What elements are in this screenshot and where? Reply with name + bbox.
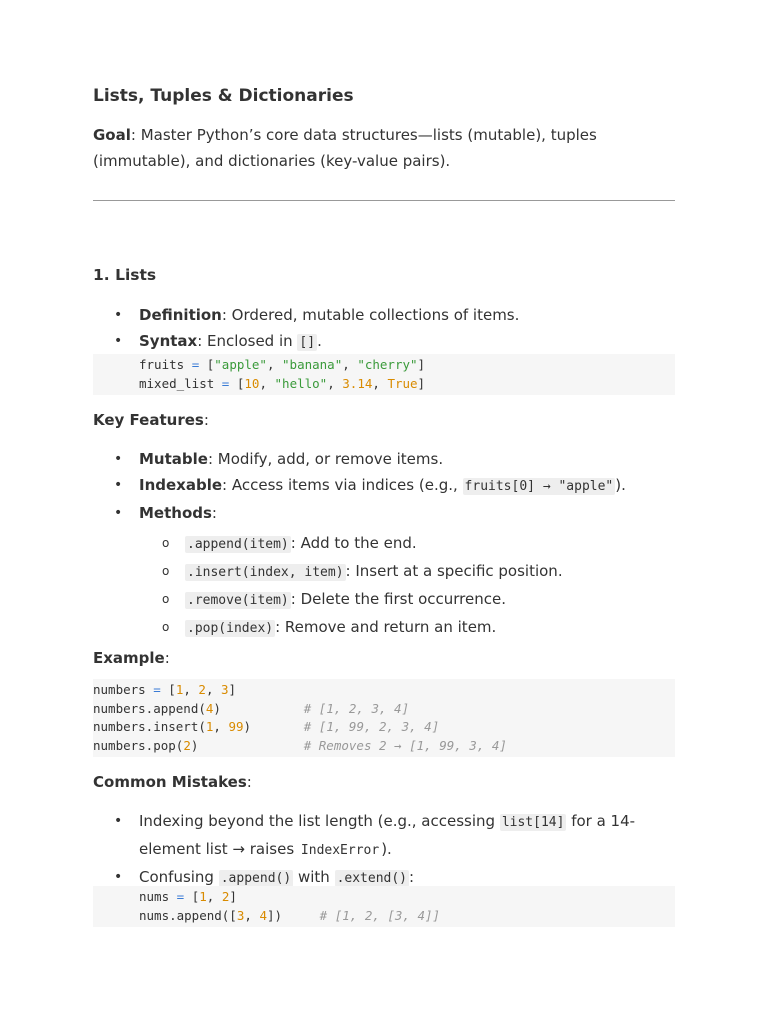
definition-text: : Ordered, mutable collections of items. xyxy=(221,306,520,324)
code-token: numbers.insert( xyxy=(93,719,206,734)
methods-label: Methods xyxy=(139,504,212,522)
code-token: , xyxy=(205,682,221,697)
code-token: 2 xyxy=(198,682,206,697)
syntax-text: : Enclosed in xyxy=(197,332,298,350)
goal-paragraph xyxy=(93,122,675,174)
heading-colon: : xyxy=(164,649,170,667)
inline-code: .remove(item) xyxy=(187,593,289,608)
code-token: 99 xyxy=(228,719,244,734)
heading-colon: : xyxy=(246,773,252,791)
code-token: numbers.pop( xyxy=(93,737,184,753)
code-token: , xyxy=(183,682,199,697)
code-token: 1 xyxy=(205,719,214,734)
code-token: 2 xyxy=(221,889,230,904)
indexable-text-end: ). xyxy=(615,476,626,494)
code-comment: # [1, 2, 3, 4] xyxy=(303,700,410,716)
code-space xyxy=(198,738,303,753)
indexable-text: : Access items via indices (e.g., xyxy=(222,476,463,494)
code-token: [ xyxy=(206,357,215,372)
code-token: ] xyxy=(228,682,237,697)
syntax-text-end: . xyxy=(317,332,322,350)
code-token: ] xyxy=(417,357,426,372)
code-space xyxy=(282,908,320,923)
sublist-item xyxy=(139,614,675,642)
section-divider xyxy=(93,200,675,201)
method-description: : Remove and return an item. xyxy=(275,618,497,636)
code-token: , xyxy=(327,375,343,391)
code-token: 10 xyxy=(244,375,260,391)
code-token: numbers.append( xyxy=(93,700,206,716)
indexable-label: Indexable xyxy=(139,476,223,494)
code-token: nums.append([ xyxy=(139,907,237,923)
code-token: [ xyxy=(184,889,200,904)
code-token: "hello" xyxy=(274,375,328,391)
section-heading-lists: 1. Lists xyxy=(93,266,157,284)
inline-code: .append(item) xyxy=(187,537,289,552)
code-token: 4 xyxy=(205,700,214,716)
goal-label: Goal xyxy=(93,126,131,144)
list-item xyxy=(93,472,675,500)
code-token: "apple" xyxy=(214,357,267,372)
code-token: = xyxy=(176,889,185,904)
code-token: nums xyxy=(139,889,177,904)
inline-code: .append() xyxy=(220,871,292,886)
code-token: fruits xyxy=(139,357,185,372)
code-token: , xyxy=(342,357,358,372)
mutable-text: : Modify, add, or remove items. xyxy=(207,450,444,468)
mistake-text: Indexing beyond the list length (e.g., accessing xyxy=(139,812,500,830)
common-mistakes-heading xyxy=(93,773,252,791)
common-mistakes-label: Common Mistakes xyxy=(93,773,247,791)
inline-code: .extend() xyxy=(336,871,408,886)
code-token: ) xyxy=(213,700,221,716)
code-token: 3.14 xyxy=(342,375,373,391)
method-description: : Add to the end. xyxy=(290,534,417,552)
code-token: mixed_list xyxy=(139,375,215,391)
sublist-item xyxy=(139,530,675,558)
code-token: = xyxy=(153,682,161,697)
inline-code: [] xyxy=(299,335,316,350)
key-features-list xyxy=(93,446,675,642)
code-token: , xyxy=(206,889,222,904)
code-token: = xyxy=(221,375,230,391)
code-token: numbers xyxy=(93,682,154,697)
syntax-code-block xyxy=(93,354,675,395)
mistake-text: Confusing xyxy=(139,868,219,886)
list-item xyxy=(93,500,675,642)
sublist-item xyxy=(139,558,675,586)
code-token: 3 xyxy=(221,682,229,697)
code-token: ) xyxy=(243,719,252,734)
code-token: 1 xyxy=(175,682,184,697)
code-space xyxy=(221,701,304,716)
inline-code: IndexError xyxy=(300,843,380,858)
inline-code: .insert(index, item) xyxy=(187,565,344,580)
code-token: 1 xyxy=(199,889,207,904)
code-space xyxy=(251,719,304,734)
code-token: , xyxy=(266,357,283,372)
heading-colon: : xyxy=(211,504,217,522)
code-token: 3 xyxy=(236,907,245,923)
code-token: ] xyxy=(229,889,237,904)
example-code-block xyxy=(93,679,675,757)
code-token: "cherry" xyxy=(357,357,418,372)
common-mistakes-list xyxy=(93,808,675,892)
list-item xyxy=(93,808,675,864)
key-features-label: Key Features xyxy=(93,411,204,429)
code-token: [ xyxy=(160,682,176,697)
inline-code: list[14] xyxy=(501,815,565,830)
syntax-label: Syntax xyxy=(139,332,198,350)
key-features-heading xyxy=(93,411,209,429)
code-comment: # [1, 99, 2, 3, 4] xyxy=(303,719,440,734)
code-token: = xyxy=(191,357,200,372)
list-item xyxy=(93,302,675,328)
code-token: , xyxy=(259,375,275,391)
lists-intro-list xyxy=(93,302,675,356)
method-description: : Insert at a specific position. xyxy=(345,562,563,580)
mistake-code-block xyxy=(93,886,675,927)
code-token: 2 xyxy=(183,737,191,753)
definition-label: Definition xyxy=(139,306,222,324)
mutable-label: Mutable xyxy=(139,450,208,468)
method-description: : Delete the first occurrence. xyxy=(290,590,506,608)
code-token: [ xyxy=(236,375,245,391)
example-label: Example xyxy=(93,649,165,667)
mistake-text: for a 14-element list → raises xyxy=(139,812,636,858)
code-token: ) xyxy=(190,737,199,753)
list-item xyxy=(93,446,675,472)
mistake-text: : xyxy=(409,868,415,886)
inline-code: .pop(index) xyxy=(187,621,274,636)
code-token: "banana" xyxy=(282,357,343,372)
code-token: , xyxy=(244,907,260,923)
list-item xyxy=(93,328,675,356)
mistake-text: with xyxy=(293,868,335,886)
code-token: , xyxy=(372,375,388,391)
code-token: True xyxy=(387,375,418,391)
code-comment: # Removes 2 → [1, 99, 3, 4] xyxy=(303,737,507,753)
page-title: Lists, Tuples & Dictionaries xyxy=(93,86,354,106)
sublist-item xyxy=(139,586,675,614)
example-heading xyxy=(93,649,170,667)
code-token: ]) xyxy=(266,907,283,923)
code-token: 4 xyxy=(259,907,267,923)
methods-sublist xyxy=(139,530,675,642)
mistake-text: ). xyxy=(381,840,392,858)
heading-colon: : xyxy=(203,411,209,429)
goal-text: : Master Python’s core data structures—lists (mutable), tuples (immutable), and dictionaries (key-value pairs). xyxy=(93,126,597,170)
inline-code: fruits[0] → "apple" xyxy=(464,479,614,494)
code-comment: # [1, 2, [3, 4]] xyxy=(319,907,441,923)
code-token: ] xyxy=(417,375,426,391)
code-token: , xyxy=(213,719,229,734)
